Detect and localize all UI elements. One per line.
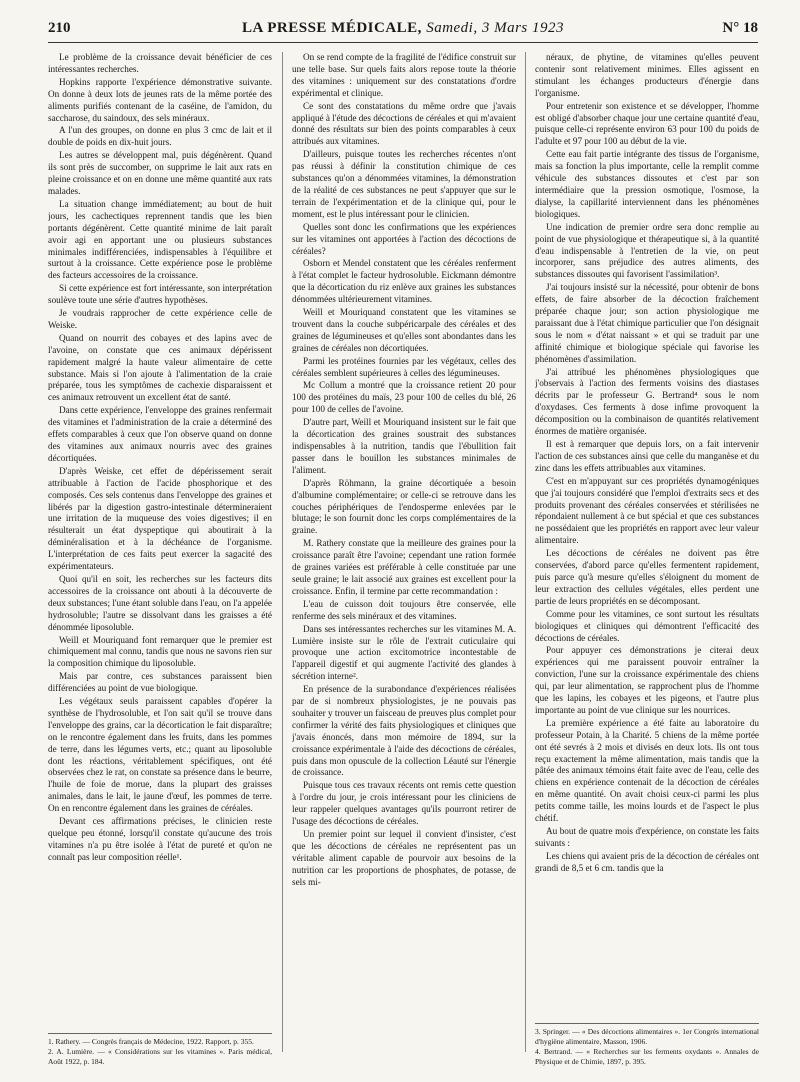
paragraph: Une indication de premier ordre sera donc remplie au point de vue physiologique et thérapeutique si, à la quantité d'eau indispensable à l'entretien de la vie, on peut incorporer, sans préjudice des autres aliments, des substances dissoutes qui favorisent l'assimilation³. bbox=[535, 221, 759, 280]
paragraph: Mc Collum a montré que la croissance retient 20 pour 100 des protéines du maïs, 23 pour 100 de celles du blé, 26 pour 100 de celles de l'avoine. bbox=[292, 380, 516, 415]
paragraph: Dans cette expérience, l'enveloppe des graines renfermait des vitamines et l'administration de la craie a déterminé des effets comparables à ceux que l'on observe quand on donne des vitamines aux animaux nourris avec des graines décortiquées. bbox=[48, 405, 272, 463]
paragraph: Weill et Mouriquand constatent que les vitamines se trouvent dans la couche subpéricarpale des céréales et des graines de légumineuses et qu'elles sont abondantes dans les graines de céréales non décortiquées. bbox=[292, 307, 516, 353]
paragraph: Les chiens qui avaient pris de la décoction de céréales ont grandi de 8,5 et 6 cm. tandis que la bbox=[535, 850, 759, 873]
footnotes bbox=[535, 1023, 759, 1067]
masthead bbox=[48, 20, 758, 37]
paragraph: Il est à remarquer que depuis lors, on a fait intervenir l'action de ces substances ainsi que celle du manganèse et du zinc dans les effets attribuables aux vitamines. bbox=[535, 439, 759, 473]
paragraph: D'autre part, Weill et Mouriquand insistent sur le fait que la décortication des graines soustrait des substances indispensables à la nutrition, tandis que l'ébullition fait passer dans le bouillon les substances minimales de l'aliment. bbox=[292, 417, 516, 475]
paragraph: En présence de la surabondance d'expériences réalisées par de si nombreux physiologistes, je ne pouvais pas souhaiter y trouver un faisceau de preuves plus complet pour confirmer la vérité des faits physiologiques et cliniques que j'avais énoncés, dans mon mémoire de 1894, sur la croissance expérimentale à l'aide des décoctions de céréales, puis dans mon opuscule de la collection Léauté sur l'énergie de croissance. bbox=[292, 684, 516, 778]
footnote: 4. Bertrand. — « Recherches sur les ferments oxydants ». Annales de Physique et de Chimie, 1897, p. 395. bbox=[535, 1047, 759, 1066]
footnote: 2. A. Lumière. — « Considérations sur les vitamines ». Paris médical, Août 1922, p. 184. bbox=[48, 1047, 272, 1066]
paragraph: Quelles sont donc les confirmations que les expériences sur les vitamines ont apportées à l'action des décoctions de céréales? bbox=[292, 221, 516, 256]
paragraph: Osborn et Mendel constatent que les céréales renferment à l'état complet le facteur hydrosoluble. Eickmann démontre que la décortication du riz enlève aux graines les substances dénommées ultérieurement vitamines. bbox=[292, 258, 516, 305]
paragraph: D'après Weiske, cet effet de dépérissement serait attribuable à l'action de l'acide phosphorique et des composés. Ces sels contenus dans l'enveloppe des graines et libérés par la digestion gastro-intestinale détermineraient une irritation de la muqueuse des voies digestives; il en résulterait un état dyspeptique qui aboutirait à la déminéralisation et à la déchéance de l'organisme. L'interprétation de ces faits peut exercer la sagacité des expérimentateurs. bbox=[48, 465, 272, 572]
paragraph: Ce sont des constatations du même ordre que j'avais appliqué à l'étude des décoctions de céréales et qui m'avaient donné des résultats sur bien des points comparables à ceux attribués aux vitamines. bbox=[292, 100, 516, 147]
paragraph: D'ailleurs, puisque toutes les recherches récentes n'ont pas réussi à définir la constitution chimique de ces substances qu'on a dénommées vitamines, la démonstration de la réalité de ces substances ne peut s'appuyer que sur le terrain de l'expérimentation et de la clinique qui, pour le moment, est le plus intéressant pour le clinicien. bbox=[292, 149, 516, 219]
paragraph: D'après Röhmann, la graine décortiquée a besoin d'albumine complémentaire; or celle-ci se retrouve dans les couches périphériques de l'endosperme enlevées par le blutage; le son fournit donc les corps complémentaires de la graine. bbox=[292, 477, 516, 536]
issue-number: N° 18 bbox=[722, 20, 758, 36]
paragraph: Je voudrais rapprocher de cette expérience celle de Weiske. bbox=[48, 308, 272, 330]
paragraph: La première expérience a été faite au laboratoire du professeur Potain, à la Charité. 5 chiens de la même portée ont été sevrés à 2 mois et divisés en deux lots. Ils ont tous reçu exactement la même alimentation, mais tandis que la pâtée des animaux témoins était faite avec de l'eau, celle des chiens en expérience contenait de la décoction de céréales en même quantité. On avait choisi ceux-ci parmi les plus petits comme taille, les moins lourds et de l'aspect le plus chétif. bbox=[535, 717, 759, 824]
paragraph: C'est en m'appuyant sur ces propriétés dynamogéniques que j'ai toujours considéré que l'emploi d'extraits secs et des produits provenant des céréales conservées et stérilisées ne répondaient nullement à ce but spécial et que ces substances ne possédaient que les propriétés en rapport avec leur valeur alimentaire. bbox=[535, 475, 759, 546]
paragraph: Devant ces affirmations précises, le clinicien reste quelque peu étonné, lorsqu'il constate qu'aucune des trois vitamines n'a pu être isolée à l'état de pureté et qu'on ne connaît pas leur composition réelle¹. bbox=[48, 816, 272, 862]
paragraph: M. Rathery constate que la meilleure des graines pour la croissance paraît être l'avoine; cependant une ration formée de graines variées est préférable à celle constituée par une seule graine; le lait associé aux graines est excellent pour la croissance. Enfin, il termine par cette recommandation : bbox=[292, 538, 516, 596]
text-column-1 bbox=[48, 52, 272, 1067]
paragraph: Quand on nourrit des cobayes et des lapins avec de l'avoine, on constate que ces animaux dépérissent rapidement malgré la haute valeur alimentaire de cette substance. Mais si l'on ajoute à l'alimentation de la craie préparée, tous les symptômes de cachexie disparaissent et ces animaux retrouvent un excellent état de santé. bbox=[48, 332, 272, 403]
paragraph: A l'un des groupes, on donne en plus 3 cmc de lait et il double de poids en dix-huit jours. bbox=[48, 125, 272, 148]
paragraph: Les décoctions de céréales ne doivent pas être conservées, d'abord parce qu'elles fermentent rapidement, puis parce qu'à mesure qu'elles s'éloignent du moment de leur extraction des cellules végétales, elles perdent une partie de leurs propriétés en se décomposant. bbox=[535, 548, 759, 606]
paragraph: néraux, de phytine, de vitamines qu'elles peuvent contenir sont relativement minimes. Elles agissent en stimulant les échanges producteurs d'énergie dans l'organisme. bbox=[535, 52, 759, 98]
column-divider bbox=[525, 52, 526, 1052]
paragraph: Puisque tous ces travaux récents ont remis cette question à l'ordre du jour, je crois intéressant pour les cliniciens de leur rappeler quelques avantages qu'ils pourront retirer de l'usage des décoctions de céréales. bbox=[292, 780, 516, 827]
page-number: 210 bbox=[48, 20, 71, 36]
page-header bbox=[48, 20, 758, 43]
paragraph: Un premier point sur lequel il convient d'insister, c'est que les décoctions de céréales ne représentent pas un véritable aliment capable de pourvoir aux besoins de la nutrition car les proportions de phosphates, de potasse, de sels mi- bbox=[292, 829, 516, 887]
paragraph: Parmi les protéines fournies par les végétaux, celles des céréales semblent supérieures à celles des légumineuses. bbox=[292, 355, 516, 378]
paragraph: Les autres se développent mal, puis dégénèrent. Quand ils sont près de succomber, on supprime le lait aux rats en pleine croissance et on en donne une même quantité aux rats malades. bbox=[48, 150, 272, 196]
paragraph: Dans ses intéressantes recherches sur les vitamines M. A. Lumière insiste sur le rôle de l'extrait cuticulaire qui provoque une action excitomotrice incontestable de l'appareil digestif et qui augmente l'activité des glandes à sécrétion interne². bbox=[292, 623, 516, 682]
footnote: 3. Springer. — « Des décoctions alimentaires ». 1er Congrès international d'hygiène alimentaire, Masson, 1906. bbox=[535, 1027, 759, 1046]
publication-title: LA PRESSE MÉDICALE, bbox=[241, 20, 422, 36]
paragraph: Quoi qu'il en soit, les recherches sur les facteurs dits accessoires de la croissance ont abouti à la découverte de deux substances; l'une étant soluble dans l'eau, on l'a appelée hydrosoluble; l'autre se dissolvant dans les graisses a été dénommée liposoluble. bbox=[48, 573, 272, 632]
paragraph: Si cette expérience est fort intéressante, son interprétation soulève toute une série d'autres hypothèses. bbox=[48, 283, 272, 306]
paragraph: Weill et Mouriquand font remarquer que le premier est chimiquement mal connu, tandis que nous ne savons rien sur la composition chimique du liposoluble. bbox=[48, 634, 272, 669]
text-column-2 bbox=[292, 52, 516, 1067]
paragraph: Comme pour les vitamines, ce sont surtout les résultats biologiques et cliniques qui démontrent l'efficacité des décoctions de céréales. bbox=[535, 608, 759, 643]
paragraph: Mais par contre, ces substances paraissent bien différenciées au point de vue biologique. bbox=[48, 671, 272, 694]
column-divider bbox=[282, 52, 283, 1052]
paragraph: Au bout de quatre mois d'expérience, on constate les faits suivants : bbox=[535, 826, 759, 848]
paragraph: J'ai toujours insisté sur la nécessité, pour obtenir de bons effets, de faire absorber de la décoction fraîchement préparée chaque jour; son action physiologique me paraissant due à l'état chimique particulier que l'on désignait sous le nom « d'état naissant » et qui se traduit par une affinité chimique et biologique spéciale qui favorise les phénomènes d'assimilation. bbox=[535, 282, 759, 364]
paragraph: L'eau de cuisson doit toujours être conservée, elle renferme des sels minéraux et des vitamines. bbox=[292, 598, 516, 621]
paragraph: Le problème de la croissance devait bénéficier de ces intéressantes recherches. bbox=[48, 52, 272, 74]
paragraph: J'ai attribué les phénomènes physiologiques que j'observais à l'action des ferments voisins des diastases décrits par le professeur G. Bertrand⁴ sous le nom d'oxydases. Ces ferments à dose infime provoquent la décomposition ou la combinaison de quantités relativement énormes de matière organisée. bbox=[535, 366, 759, 437]
paragraph: Pour appuyer ces démonstrations je citerai deux expériences qui me paraissent pouvoir entraîner la conviction, l'une sur la croissance expérimentale des chiens qui, par leur alimentation, se rapprochent plus de l'homme que les lapins, les cobayes et les pigeons, et l'autre plus importante au point de vue clinique sur les nourrices. bbox=[535, 645, 759, 715]
paragraph: Hopkins rapporte l'expérience démonstrative suivante. On donne à deux lots de jeunes rats de la même portée des aliments purifiés contenant de la caséine, de l'amidon, du saccharose, du saindoux, des sels minéraux. bbox=[48, 76, 272, 123]
paragraph: Les végétaux seuls paraissent capables d'opérer la synthèse de l'hydrosoluble, et l'on sait qu'il se trouve dans l'enveloppe des grains, car la décortication le fait disparaître; on le rencontre également dans les fruits, dans les pommes de terre, dans les légumes verts, etc.; quant au liposoluble dont les réactions, véritablement spécifiques, ont été observées chez le rat, on constate sa présence dans le beurre, l'huile de foie de morue, dans la plupart des graisses animales, dans le lait, le jaune d'œuf, les pommes de terre. On en rencontre également dans les graines de céréales. bbox=[48, 696, 272, 814]
footnote: 1. Rathery. — Congrès français de Médecine, 1922. Rapport, p. 355. bbox=[48, 1036, 254, 1046]
issue-date: Samedi, 3 Mars 1923 bbox=[426, 20, 565, 36]
paragraph: Pour entretenir son existence et se développer, l'homme est obligé d'absorber chaque jour une certaine quantité d'eau, puisque celle-ci représente environ 63 pour 100 du poids de l'adulte et 97 pour 100 au début de la vie. bbox=[535, 100, 759, 147]
footnotes bbox=[48, 1033, 272, 1067]
text-column-3 bbox=[535, 52, 759, 1067]
paragraph: Cette eau fait partie intégrante des tissus de l'organisme, mais sa fonction la plus importante, celle la remplit comme véhicule des substances dissoutes et c'est par son intermédiaire que la pression osmotique, l'osmose, la dialyse, la capillarité interviennent dans les phénomènes biologiques. bbox=[535, 149, 759, 219]
paragraph: On se rend compte de la fragilité de l'édifice construit sur une telle base. Sur quels faits alors repose toute la théorie des vitamines : uniquement sur des constatations d'ordre expérimental et clinique. bbox=[292, 52, 516, 98]
paragraph: La situation change immédiatement; au bout de huit jours, les cachectiques reprennent tandis que les bien portants dégénèrent. Cette quantité minime de lait paraît avoir agi en apportant une ou plusieurs substances minimales indifférenciées, indispensables à l'équilibre et surtout à la croissance. Cette expérience pose le problème des facteurs accessoires de la croissance. bbox=[48, 198, 272, 281]
